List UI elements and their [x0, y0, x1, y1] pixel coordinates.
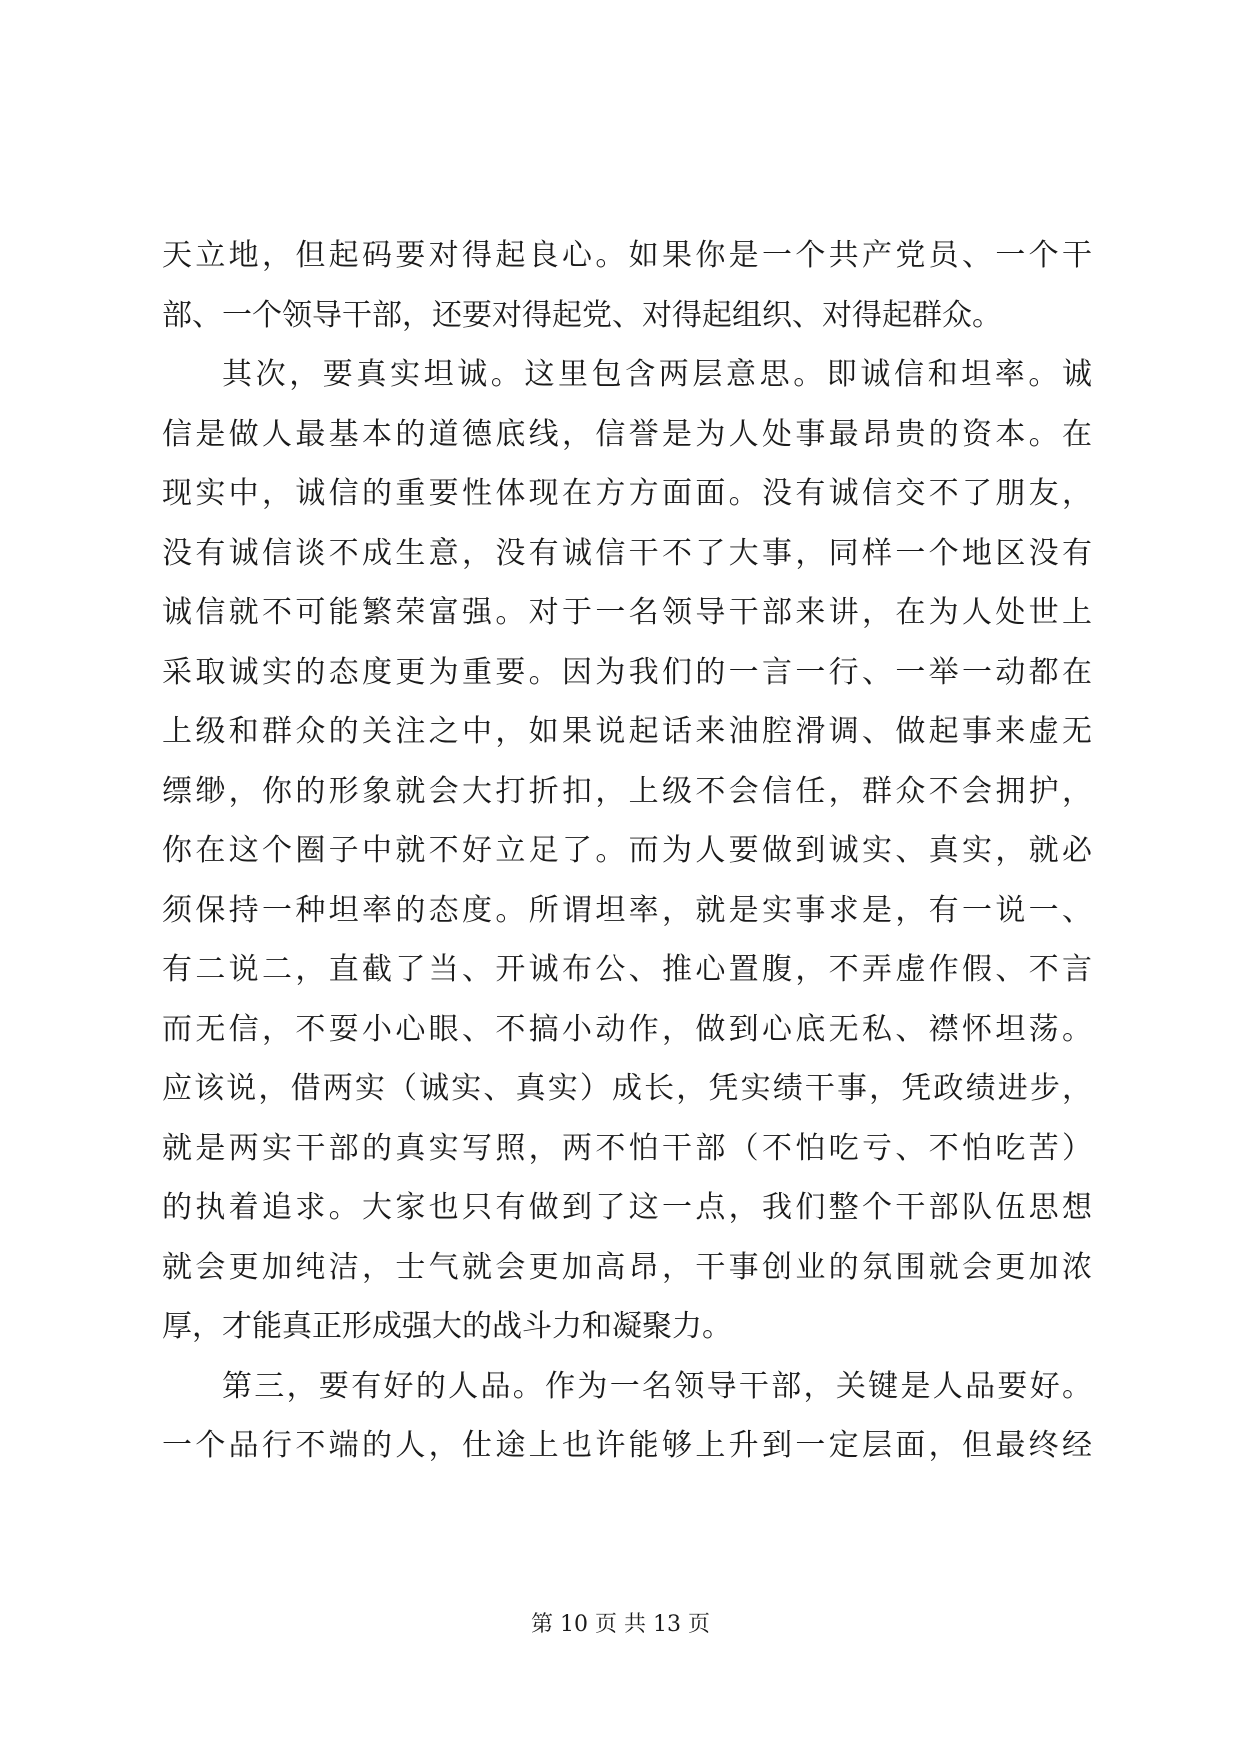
text-line: 信是做人最基本的道德底线，信誉是为人处事最昂贵的资本。在 [162, 416, 1092, 452]
text-line: 没有诚信谈不成生意，没有诚信干不了大事，同样一个地区没有 [162, 535, 1092, 571]
text-line: 部、一个领导干部，还要对得起党、对得起组织、对得起群众。 [162, 297, 1002, 333]
text-line: 诚信就不可能繁荣富强。对于一名领导干部来讲，在为人处世上 [162, 595, 1092, 630]
text-line: 就是两实干部的真实写照，两不怕干部（不怕吃亏、不怕吃苦） [162, 1130, 1092, 1166]
text-line: 须保持一种坦率的态度。所谓坦率，就是实事求是，有一说一、 [162, 892, 1092, 928]
text-line: 你在这个圈子中就不好立足了。而为人要做到诚实、真实，就必 [162, 833, 1092, 868]
text-line: 上级和群众的关注之中，如果说起话来油腔滑调、做起事来虚无 [162, 714, 1092, 749]
text-line: 缥缈，你的形象就会大打折扣，上级不会信任，群众不会拥护， [162, 773, 1092, 809]
paragraph-first-line: 其次，要真实坦诚。这里包含两层意思。即诚信和坦率。诚 [222, 357, 1092, 392]
text-line: 的执着追求。大家也只有做到了这一点，我们整个干部队伍思想 [162, 1190, 1092, 1225]
page-number-footer: 第 10 页 共 13 页 [531, 1612, 710, 1637]
text-line: 一个品行不端的人，仕途上也许能够上升到一定层面，但最终经 [162, 1428, 1092, 1463]
text-line: 有二说二，直截了当、开诚布公、推心置腹，不弄虚作假、不言 [162, 952, 1092, 987]
text-line: 采取诚实的态度更为重要。因为我们的一言一行、一举一动都在 [162, 654, 1092, 690]
text-line: 天立地，但起码要对得起良心。如果你是一个共产党员、一个干 [162, 238, 1092, 273]
paragraph-first-line: 第三，要有好的人品。作为一名领导干部，关键是人品要好。 [222, 1368, 1092, 1404]
text-line: 而无信，不耍小心眼、不搞小动作，做到心底无私、襟怀坦荡。 [162, 1011, 1092, 1047]
text-line: 厚，才能真正形成强大的战斗力和凝聚力。 [162, 1309, 732, 1344]
text-line: 就会更加纯洁，士气就会更加高昂，干事创业的氛围就会更加浓 [162, 1249, 1092, 1285]
text-line: 现实中，诚信的重要性体现在方方面面。没有诚信交不了朋友， [162, 476, 1092, 511]
text-line: 应该说，借两实（诚实、真实）成长，凭实绩干事，凭政绩进步， [162, 1071, 1092, 1106]
body-text [162, 226, 1092, 1476]
